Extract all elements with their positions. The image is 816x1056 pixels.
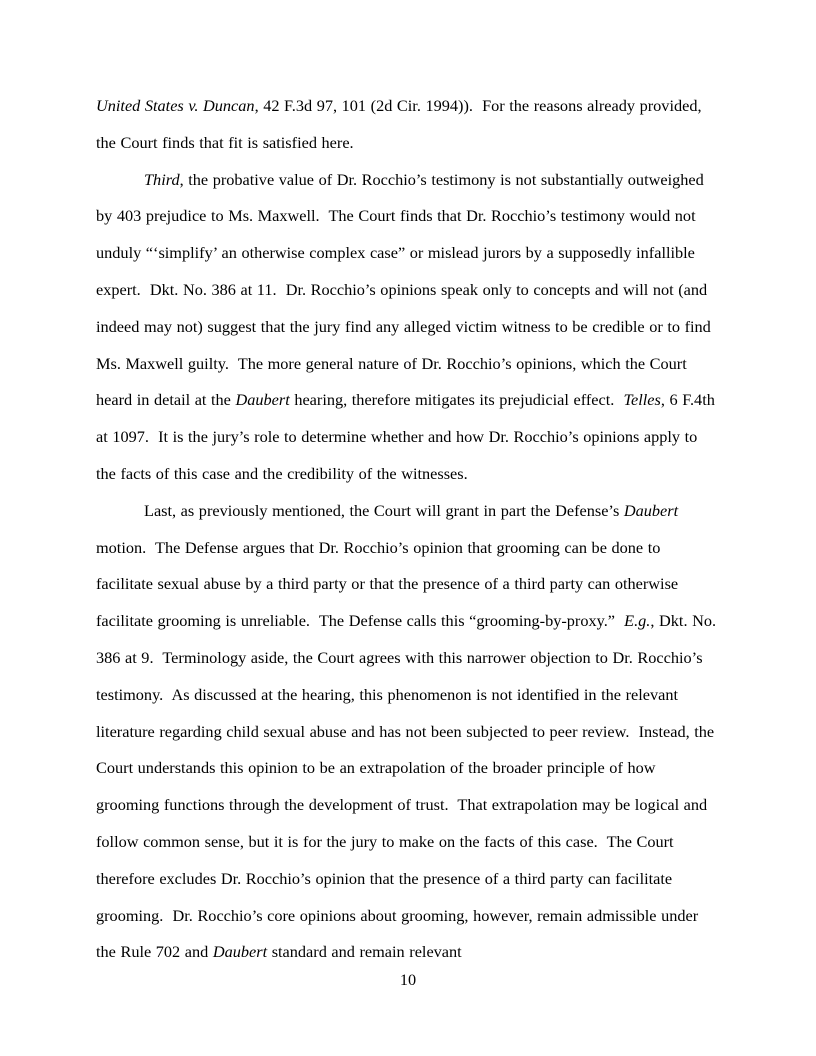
page-number: 10 [399,970,417,989]
paragraph [96,493,720,971]
italic-text-run: United States v. Duncan [96,96,255,115]
text-run: standard and remain relevant [267,942,462,962]
text-run: , 42 F.3d 97, 101 (2d Cir. 1994)). For the reasons already provided, the Court finds that fit is satisfied here. [96,96,707,152]
italic-text-run: Third [144,169,180,189]
text-run: Last, as previously mentioned, the Court will grant in part the Defense’s [144,500,624,520]
italic-text-run: E.g. [624,611,651,631]
text-run: , Dkt. No. 386 at 9. Terminology aside, the Court agrees with this narrower objection to Dr. Rocchio’s testimony. As discussed at the hearing, this phenomenon is not identified in the relevant literature regarding child sexual abuse and has not been subjected to peer review. Instead, the Court understands this opinion to be an extrapolation of the broader principle of how grooming functions through the development of trust. That extrapolation may be logical and follow common sense, but it is for the jury to make on the facts of this case. The Court therefore excludes Dr. Rocchio’s opinion that the presence of a third party can facilitate grooming. Dr. Rocchio’s core opinions about grooming, however, remain admissible under the Rule 702 and [96,611,721,962]
text-run: hearing, therefore mitigates its prejudicial effect. [289,390,624,410]
text-run: , the probative value of Dr. Rocchio’s testimony is not substantially outweighed by 403 prejudice to Ms. Maxwell. The Court finds that Dr. Rocchio’s testimony would not unduly “‘simplify’ an otherwise complex case” or mislead jurors by a supposedly infallible expert. Dkt. No. 386 at 11. Dr. Rocchio’s opinions speak only to concepts and will not (and indeed may not) suggest that the jury find any alleged victim witness to be credible or to find Ms. Maxwell guilty. The more general nature of Dr. Rocchio’s opinions, which the Court heard in detail at the [96,169,716,410]
document-body [96,88,720,971]
paragraph [96,88,720,162]
italic-text-run: Daubert [235,390,290,410]
italic-text-run: Daubert [212,942,268,962]
text-run: , 6 F.4th at 1097. It is the jury’s role to determine whether and how Dr. Rocchio’s opinions apply to the facts of this case and the credibility of the witnesses. [96,390,720,483]
text-run: motion. The Defense argues that Dr. Rocchio’s opinion that grooming can be done to facilitate sexual abuse by a third party or that the presence of a third party can otherwise facilitate grooming is unreliable. The Defense calls this “grooming-by-proxy.” [96,500,683,631]
italic-text-run: Daubert [623,500,679,520]
paragraph [96,162,720,493]
italic-text-run: Telles [623,390,661,410]
